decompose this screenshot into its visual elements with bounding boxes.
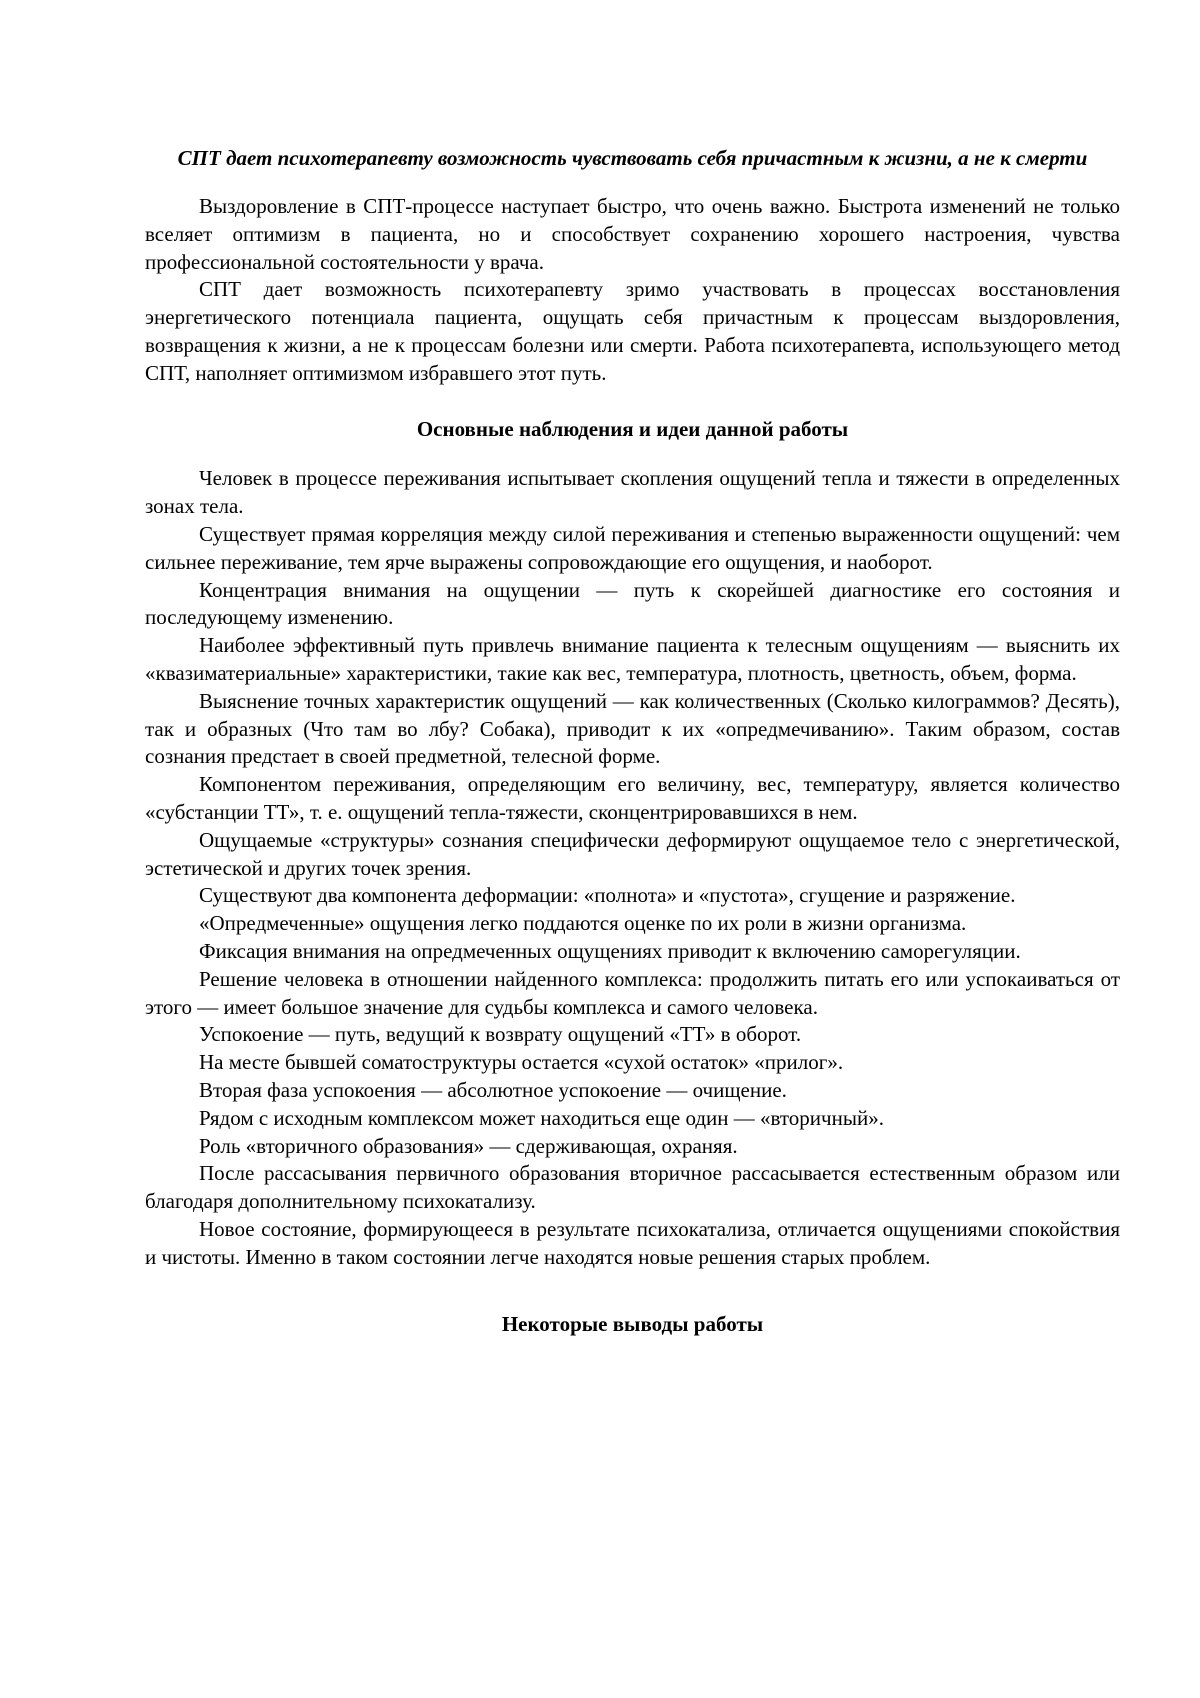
observation-paragraph: Роль «вторичного образования» — сдерживающая, охраняя. [199,1133,738,1158]
observation-paragraph: Вторая фаза успокоения — абсолютное успокоение — очищение. [199,1077,787,1102]
observation-paragraph: Концентрация внимания на ощущении — путь к скорейшей диагностике его состояния и последующему изменению. [145,577,1120,630]
observation-paragraph: После рассасывания первичного образования вторичное рассасывается естественным образом или благодаря дополнительному психокатализу. [145,1161,1120,1214]
document-page [145,0,1120,1339]
intro-paragraph-1: Выздоровление в СПТ-процессе наступает быстро, что очень важно. Быстрота изменений не только вселяет оптимизм в пациента, но и способствует сохранению хорошего настроения, чувства профессиональной состоятельности у врача. [145,194,1120,274]
intro-paragraph-2: СПТ дает возможность психотерапевту зримо участвовать в процессах восстановления энергетического потенциала пациента, ощущать себя причастным к процессам выздоровления, возвращения к жизни, а не к процессам болезни или смерти. Работа психотерапевта, использующего метод СПТ, наполняет оптимизмом избравшего этот путь. [145,277,1120,385]
section-heading-observations: Основные наблюдения и идеи данной работы [416,416,849,441]
observation-paragraph: Фиксация внимания на опредмеченных ощущениях приводит к включению саморегуляции. [199,938,1021,963]
observations-list [145,465,1120,1271]
observation-paragraph: «Опредмеченные» ощущения легко поддаются оценке по их роли в жизни организма. [199,911,967,936]
observation-paragraph: Существует прямая корреляция между силой переживания и степенью выраженности ощущений: чем сильнее переживание, тем ярче выражены сопровождающие его ощущения, и наоборот. [145,521,1120,574]
observation-paragraph: Выяснение точных характеристик ощущений — как количественных (Сколько килограммов? Десять), так и образных (Что там во лбу? Собака), приводит к их «опредмечиванию». Таким образом, состав сознания предстает в своей предметной, телесной форме. [145,688,1120,769]
observation-paragraph: На месте бывшей соматоструктуры остается «сухой остаток» «прилог». [199,1050,844,1075]
observation-paragraph: Ощущаемые «структуры» сознания специфически деформируют ощущаемое тело с энергетической, эстетической и других точек зрения. [145,827,1120,880]
observation-paragraph: Человек в процессе переживания испытывает скопления ощущений тепла и тяжести в определенных зонах тела. [145,466,1120,519]
section-heading-conclusions: Некоторые выводы работы [501,1312,764,1337]
observation-paragraph: Наиболее эффективный путь привлечь внимание пациента к телесным ощущениям — выяснить их «квазиматериальные» характеристики, такие как вес, температура, плотность, цветность, объем, форма. [145,633,1120,685]
document-title: СПТ дает психотерапевту возможность чувствовать себя причастным к жизни, а не к смерти [177,146,1088,170]
observation-paragraph: Компонентом переживания, определяющим его величину, вес, температуру, является количество «субстанции ТТ», т. е. ощущений тепла-тяжести, сконцентрировавшихся в нем. [145,772,1120,824]
observation-paragraph: Новое состояние, формирующееся в результате психокатализа, отличается ощущениями спокойствия и чистоты. Именно в таком состоянии легче находятся новые решения старых проблем. [145,1216,1120,1269]
observation-paragraph: Существуют два компонента деформации: «полнота» и «пустота», сгущение и разряжение. [199,883,1016,908]
observation-paragraph: Решение человека в отношении найденного комплекса: продолжить питать его или успокаиваться от этого — имеет большое значение для судьбы комплекса и самого человека. [145,966,1120,1019]
observation-paragraph: Успокоение — путь, ведущий к возврату ощущений «ТТ» в оборот. [199,1022,802,1047]
observation-paragraph: Рядом с исходным комплексом может находиться еще один — «вторичный». [199,1105,884,1130]
